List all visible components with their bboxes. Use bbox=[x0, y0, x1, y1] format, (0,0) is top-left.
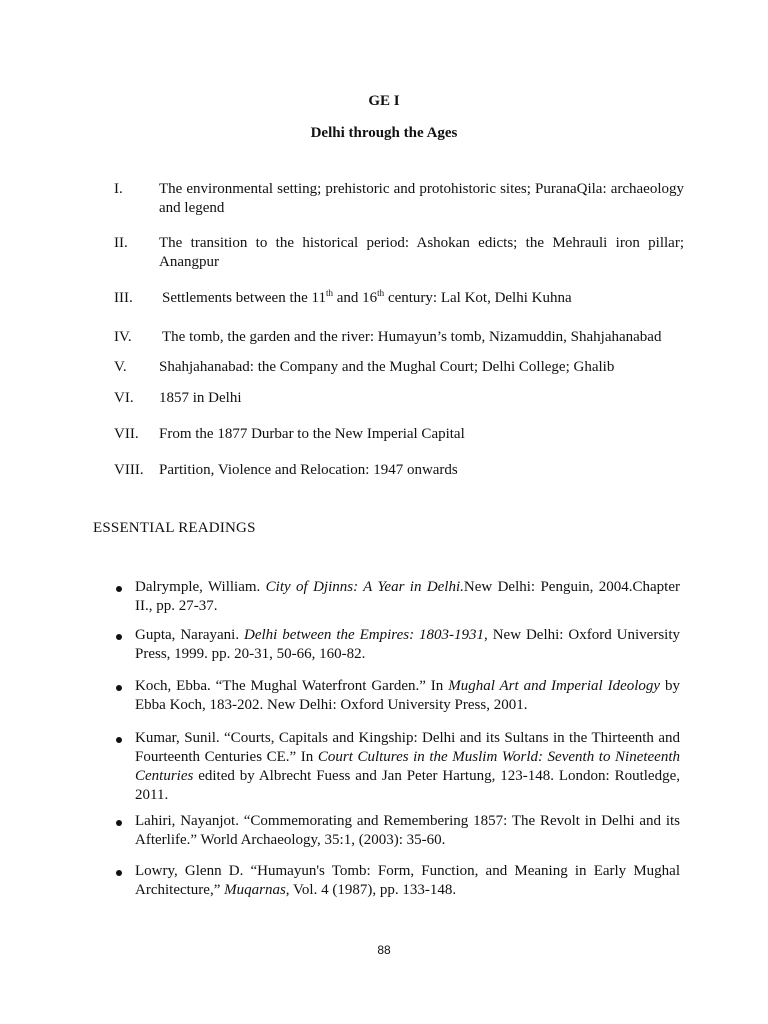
unit-text-part: century: Lal Kot, Delhi Kuhna bbox=[384, 290, 572, 306]
citation-part: Lowry, Glenn D. “Humayun's Tomb: Form, Function, and Meaning in Early Mughal Architecture,” bbox=[135, 863, 680, 898]
citation-title: City of Djinns: A Year in Delhi. bbox=[265, 579, 464, 595]
course-code: GE I bbox=[368, 93, 400, 109]
unit-text: The tomb, the garden and the river: Humayun’s tomb, Nizamuddin, Shahjahanabad bbox=[162, 329, 662, 345]
citation-title: Muqarnas bbox=[224, 882, 286, 898]
superscript: th bbox=[325, 288, 333, 298]
unit-number: II. bbox=[114, 235, 128, 251]
citation-part: edited by Albrecht Fuess and Jan Peter Hartung, 123-148. London: Routledge, 2011. bbox=[135, 768, 680, 803]
reading-text bbox=[135, 677, 680, 715]
citation-part: , New Delhi: Oxford University Press, 1999. pp. 20-31, 50-66, 160-82. bbox=[135, 627, 680, 662]
bullet-icon bbox=[116, 870, 122, 876]
page-number: 88 bbox=[377, 943, 391, 957]
unit-number: IV. bbox=[114, 329, 132, 345]
citation-part: Kumar, Sunil. “Courts, Capitals and Kingship: Delhi and its Sultans in the Thirteenth and Fourteenth Centuries CE.” In bbox=[135, 730, 680, 765]
citation-title: Mughal Art and Imperial Ideology bbox=[448, 678, 661, 694]
bullet-icon bbox=[116, 820, 122, 826]
reading-text bbox=[135, 812, 680, 850]
bullet-icon bbox=[116, 685, 122, 691]
unit-text bbox=[162, 289, 687, 308]
citation-part: by Ebba Koch, 183-202. New Delhi: Oxford University Press, 2001. bbox=[135, 678, 680, 713]
reading-text bbox=[135, 729, 680, 805]
unit-number: VII. bbox=[114, 426, 139, 442]
superscript: th bbox=[377, 288, 385, 298]
unit-number: VI. bbox=[114, 390, 134, 406]
bullet-icon bbox=[116, 586, 122, 592]
unit-number: V. bbox=[114, 359, 127, 375]
reading-text bbox=[135, 578, 680, 616]
reading-text bbox=[135, 862, 680, 900]
unit-text: From the 1877 Durbar to the New Imperial Capital bbox=[159, 426, 465, 442]
citation-part: , Vol. 4 (1987), pp. 133-148. bbox=[285, 882, 457, 898]
unit-number: III. bbox=[114, 290, 133, 306]
unit-text: The transition to the historical period: Ashokan edicts; the Mehrauli iron pillar; Anangpur bbox=[159, 235, 684, 270]
citation-title: Court Cultures in the Muslim World: Seventh to Nineteenth Centuries bbox=[135, 749, 680, 784]
unit-text-part: Settlements between the 11 bbox=[162, 290, 326, 306]
reading-text bbox=[135, 626, 680, 664]
citation-part: Lahiri, Nayanjot. “Commemorating and Remembering 1857: The Revolt in Delhi and its Afterlife.” World Archaeology, 35:1, (2003): 35-60. bbox=[135, 813, 680, 848]
section-heading: ESSENTIAL READINGS bbox=[93, 520, 256, 536]
unit-text: The environmental setting; prehistoric and protohistoric sites; PuranaQila: archaeology and legend bbox=[159, 181, 684, 216]
unit-text: Shahjahanabad: the Company and the Mughal Court; Delhi College; Ghalib bbox=[159, 359, 615, 375]
unit-text: 1857 in Delhi bbox=[159, 390, 242, 406]
unit-number: VIII. bbox=[114, 462, 144, 478]
citation-part: New Delhi: Penguin, 2004.Chapter II., pp. 27-37. bbox=[135, 579, 680, 614]
unit-text-part: and 16 bbox=[333, 290, 378, 306]
citation-part: Gupta, Narayani. bbox=[135, 627, 245, 643]
bullet-icon bbox=[116, 634, 122, 640]
unit-text: Partition, Violence and Relocation: 1947 onwards bbox=[159, 462, 458, 478]
citation-title: Delhi between the Empires: 1803-1931 bbox=[244, 627, 485, 643]
unit-number: I. bbox=[114, 181, 123, 197]
bullet-icon bbox=[116, 737, 122, 743]
citation-part: Dalrymple, William. bbox=[135, 579, 266, 595]
course-title: Delhi through the Ages bbox=[310, 125, 458, 141]
citation-part: Koch, Ebba. “The Mughal Waterfront Garden.” In bbox=[135, 678, 449, 694]
